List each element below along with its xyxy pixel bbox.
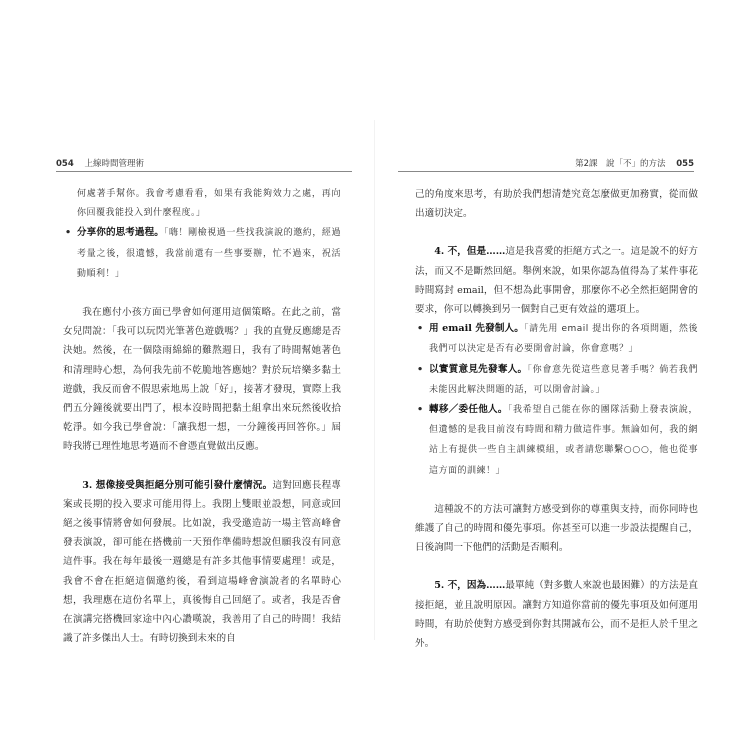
bullet-dot-icon: • bbox=[417, 404, 424, 416]
paragraph bbox=[415, 576, 698, 653]
section-text: 最單純（對多數人來說也最困難）的方法是直接拒絕，並且說明原因。讓對方知道你當前的優先事項及如何運用時間，有助於使對方感受到你對其開誠布公，而不是拒人於千里之外。 bbox=[415, 580, 698, 650]
left-running-header bbox=[56, 157, 144, 169]
right-running-header bbox=[575, 157, 694, 169]
bullet-dot-icon: • bbox=[417, 363, 424, 375]
bullet-dot-icon: • bbox=[65, 227, 72, 239]
paragraph: 我在應付小孩方面已學會如何運用這個策略。在此之前，當女兒問說：「我可以玩閃光筆著色遊戲嗎？」我的直覺反應總是否決她。然後，在一個陰雨綿綿的難熬週日，我有了時間幫她著色和清理時心想，為何我先前不乾脆地答應她？對於玩培樂多黏土遊戲，我反而會不假思索地馬上說「好」，接著才發現，實際上我們五分鐘後就要出門了，根本沒時間把黏土組拿出來玩然後收拾乾淨。如今我已學會說：「讓我想一想，一分鐘後再回答你。」屆時我將已理性地思考過而不會憑直覺做出反應。 bbox=[63, 307, 341, 453]
bullet-quote: 「嗨！剛檢視過一些找我演說的邀約，經過考量之後，很遺憾，我當前還有一些事要辦，忙不過來，祝活動順利！」 bbox=[77, 228, 341, 279]
header-rule bbox=[56, 171, 352, 172]
running-head: 上線時間管理術 bbox=[84, 159, 144, 169]
bullet-label: 以實質意見先發奪人。 bbox=[429, 363, 528, 375]
section-label: 4. 不，但是…… bbox=[434, 246, 506, 258]
paragraph bbox=[415, 242, 698, 319]
bullet-quote: 「你會意先從這些意見著手嗎？倘若我們未能因此解決問題的話，可以開會討論。」 bbox=[429, 364, 698, 395]
section-text: 這是我喜愛的拒絕方式之一。這是說不的好方法，而又不是斷然回絕。舉例來說，如果你認為值得為了某件事花時間寫封 email，但不想為此事開會，那麼你不必全然拒絕開會的要求，你可以轉換到另一個對自己更有效益的選項上。 bbox=[415, 246, 698, 316]
right-page bbox=[375, 0, 750, 750]
bullet-quote: 「請先用 email 提出你的各項問題，然後我們可以決定是否有必要開會討論，你會意嗎？」 bbox=[429, 324, 698, 355]
list-item bbox=[415, 400, 698, 481]
right-body-text bbox=[415, 185, 698, 653]
paragraph: 這種說不的方法可讓對方感受到你的尊重與支持，而你同時也維護了自己的時間和優先事項。你甚至可以進一步設法提醒自己，日後詢問一下他們的活動是否順利。 bbox=[415, 503, 698, 554]
page-number: 055 bbox=[676, 159, 694, 169]
bullet-dot-icon: • bbox=[417, 323, 424, 335]
bullet-label: 轉移／委任他人。 bbox=[429, 404, 508, 416]
left-body-text bbox=[63, 185, 341, 648]
list-item bbox=[415, 360, 698, 400]
header-rule bbox=[398, 171, 694, 172]
bullet-label: 分享你的思考過程。 bbox=[77, 227, 164, 239]
running-head: 第2課 說「不」的方法 bbox=[575, 159, 666, 169]
paragraph: 己的角度來思考，有助於我們想清楚究竟怎麼做更加務實，從而做出適切決定。 bbox=[415, 189, 698, 220]
section-label: 5. 不，因為…… bbox=[434, 580, 506, 592]
list-item bbox=[63, 223, 341, 284]
paragraph bbox=[63, 476, 341, 649]
page-number: 054 bbox=[56, 159, 74, 169]
section-text: 這對回應長程專案或長期的投入要求可能用得上。我閉上雙眼並設想，同意或回絕之後事情將會如何發展。比如說，我受邀造訪一場主管高峰會發表演說，卻可能在搭機前一天預作準備時想說但願我沒有同意這件事。我在每年最後一週總是有許多其他事情要處理！或是，我會不會在拒絕這個邀約後，看到這場峰會演說者的名單時心想，我理應在這份名單上，真後悔自己回絕了。或者，我是否會在演講完搭機回家途中內心讚嘆說，我善用了自己的時間！我結識了許多傑出人士。有時切換到未來的自 bbox=[63, 479, 342, 645]
list-item bbox=[415, 319, 698, 359]
bullet-quote: 「我希望自己能在你的團隊活動上發表演說，但遺憾的是我目前沒有時間和精力做這件事。無論如何，我的網站上有提供一些自主訓練模組，或者請您聯繫○○○，他也從事這方面的訓練！」 bbox=[429, 405, 698, 476]
quote-continuation: 何處著手幫你。我會考慮看看，如果有我能夠效力之處，再向你回覆我能投入到什麼程度。」 bbox=[77, 189, 341, 219]
section-label: 3. 想像接受與拒絕分別可能引發什麼情況。 bbox=[82, 479, 273, 491]
bullet-label: 用 email 先發制人。 bbox=[429, 323, 524, 335]
